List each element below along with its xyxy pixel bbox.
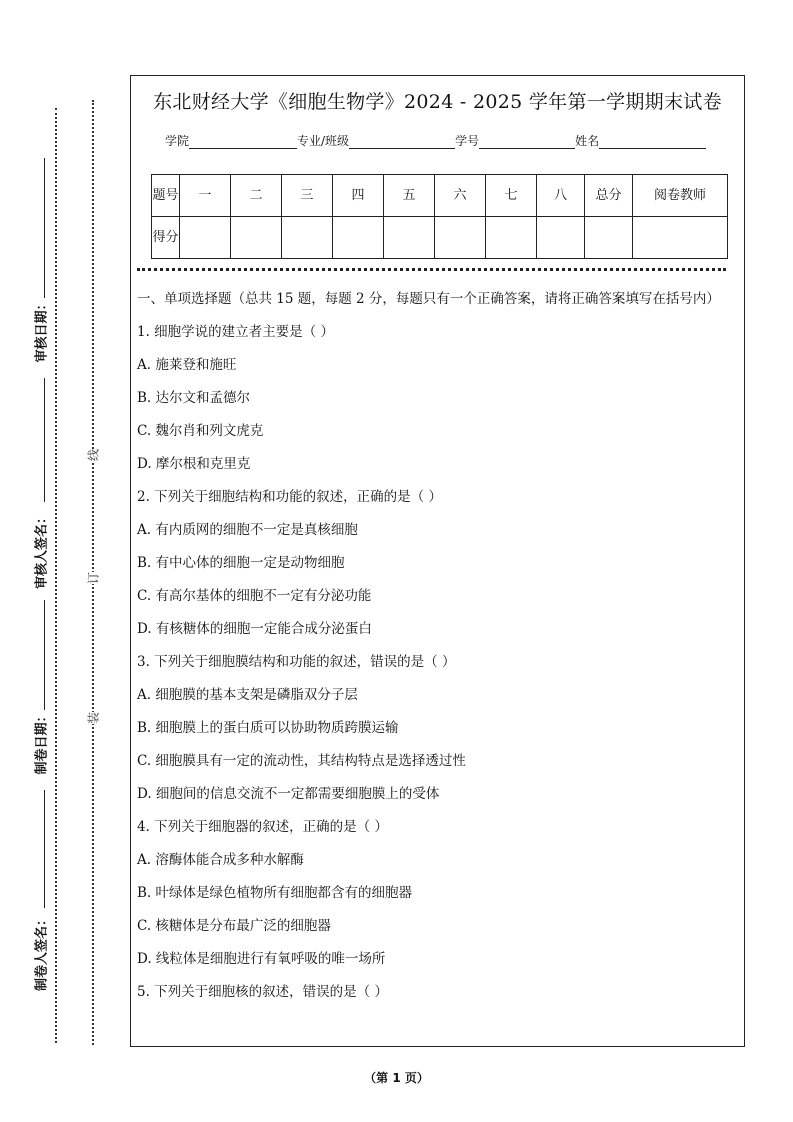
cut-mark-line: 线 — [83, 449, 104, 461]
col-header: 四 — [333, 175, 384, 217]
option-d: D. 有核糖体的细胞一定能合成分泌蛋白 — [137, 621, 372, 637]
col-header: 三 — [282, 175, 333, 217]
cut-mark-install: 装 — [83, 712, 104, 724]
option-b: B. 达尔文和孟德尔 — [137, 390, 251, 406]
option-d: D. 细胞间的信息交流不一定都需要细胞膜上的受体 — [137, 786, 440, 802]
major-field[interactable] — [349, 134, 455, 149]
col-header: 八 — [537, 175, 585, 217]
score-cell[interactable] — [333, 217, 384, 259]
cut-mark-bind: 订 — [83, 572, 104, 584]
col-header: 七 — [486, 175, 537, 217]
name-label: 姓名 — [575, 134, 600, 148]
major-label: 专业/班级 — [297, 134, 350, 148]
col-header: 五 — [384, 175, 435, 217]
maker-sign-label: 制卷人签名： — [34, 912, 50, 992]
col-header-grader: 阅卷教师 — [633, 175, 728, 217]
score-cell[interactable] — [231, 217, 282, 259]
maker-sign-line — [44, 790, 45, 908]
col-header: 一 — [180, 175, 231, 217]
option-c: C. 有高尔基体的细胞不一定有分泌功能 — [137, 588, 372, 604]
header-separator — [137, 268, 726, 271]
outer-dotted-line — [55, 108, 57, 1043]
student-info-row — [165, 132, 706, 149]
option-c: C. 核糖体是分布最广泛的细胞器 — [137, 918, 331, 934]
option-b: B. 细胞膜上的蛋白质可以协助物质跨膜运输 — [137, 720, 399, 736]
col-header: 六 — [435, 175, 486, 217]
score-cell[interactable] — [537, 217, 585, 259]
section-heading: 一、单项选择题（总共 15 题，每题 2 分，每题只有一个正确答案，请将正确答案填写在括号内） — [137, 291, 720, 307]
question-number-label: 题号 — [152, 175, 180, 217]
total-score-cell[interactable] — [585, 217, 633, 259]
question-stem: 3. 下列关于细胞膜结构和功能的叙述，错误的是（ ） — [137, 654, 456, 670]
student-id-label: 学号 — [455, 134, 480, 148]
review-date-line — [44, 158, 45, 298]
college-field[interactable] — [189, 134, 297, 149]
score-cell[interactable] — [435, 217, 486, 259]
col-header-total: 总分 — [585, 175, 633, 217]
exam-frame — [130, 75, 745, 1047]
reviewer-sign-line — [44, 378, 45, 502]
col-header: 二 — [231, 175, 282, 217]
option-a: A. 施莱登和施旺 — [137, 357, 237, 373]
option-a: A. 有内质网的细胞不一定是真核细胞 — [137, 522, 358, 538]
college-label: 学院 — [165, 134, 190, 148]
score-cell[interactable] — [282, 217, 333, 259]
reviewer-sign-label: 审核人签名： — [34, 510, 50, 590]
score-value-row — [152, 217, 728, 259]
grader-cell[interactable] — [633, 217, 728, 259]
option-d: D. 摩尔根和克里克 — [137, 456, 251, 472]
option-c: C. 魏尔肖和列文虎克 — [137, 423, 264, 439]
review-date-label: 审核日期： — [34, 297, 50, 363]
score-cell[interactable] — [486, 217, 537, 259]
page-number: （第 1 页） — [364, 1071, 429, 1085]
score-cell[interactable] — [384, 217, 435, 259]
score-label: 得分 — [152, 217, 180, 259]
score-header-row — [152, 175, 728, 217]
question-stem: 1. 细胞学说的建立者主要是（ ） — [137, 324, 334, 340]
question-stem: 2. 下列关于细胞结构和功能的叙述，正确的是（ ） — [137, 489, 442, 505]
binding-margin — [0, 0, 128, 1122]
make-date-line — [44, 600, 45, 710]
option-a: A. 溶酶体能合成多种水解酶 — [137, 852, 304, 868]
student-id-field[interactable] — [479, 134, 575, 149]
option-d: D. 线粒体是细胞进行有氧呼吸的唯一场所 — [137, 951, 386, 967]
score-cell[interactable] — [180, 217, 231, 259]
score-table — [151, 174, 728, 259]
exam-title: 东北财经大学《细胞生物学》2024 - 2025 学年第一学期期末试卷 — [153, 91, 722, 113]
question-stem: 4. 下列关于细胞器的叙述，正确的是（ ） — [137, 819, 388, 835]
make-date-label: 制卷日期： — [34, 709, 50, 775]
option-a: A. 细胞膜的基本支架是磷脂双分子层 — [137, 687, 358, 703]
name-field[interactable] — [599, 134, 706, 149]
question-section — [137, 288, 734, 1009]
option-b: B. 有中心体的细胞一定是动物细胞 — [137, 555, 345, 571]
option-b: B. 叶绿体是绿色植物所有细胞都含有的细胞器 — [137, 885, 413, 901]
option-c: C. 细胞膜具有一定的流动性，其结构特点是选择透过性 — [137, 753, 466, 769]
question-stem: 5. 下列关于细胞核的叙述，错误的是（ ） — [137, 984, 388, 1000]
